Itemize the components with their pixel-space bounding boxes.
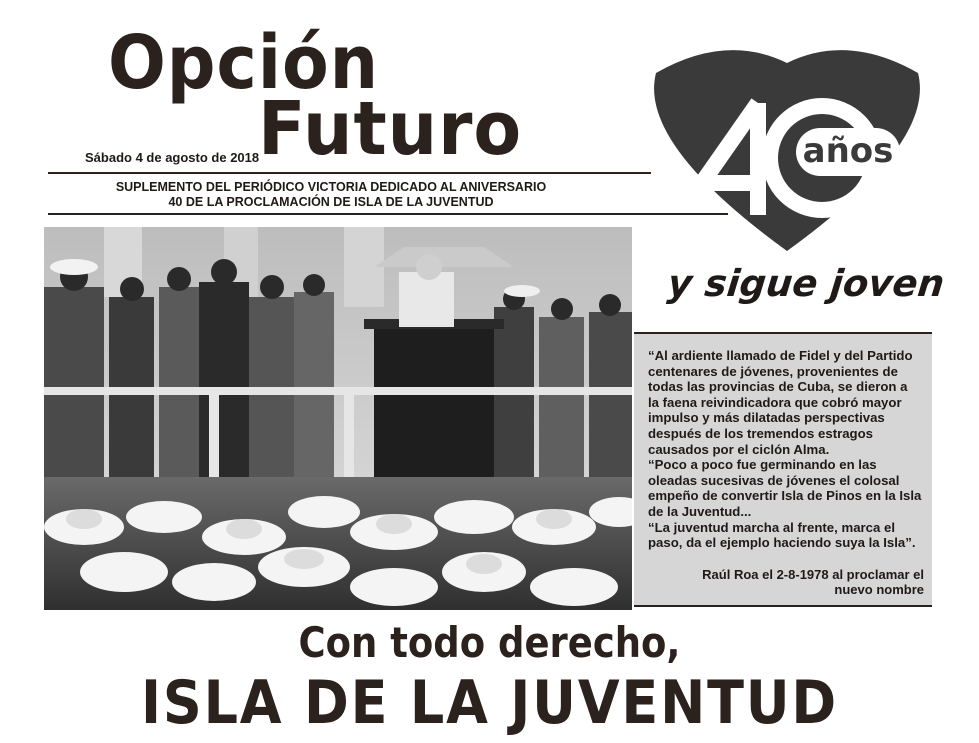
quote-paragraph-3: “La juventud marcha al frente, marca el paso, da el ejemplo haciendo suya la Isla”.: [648, 519, 916, 551]
supplement-line-2: 40 DE LA PROCLAMACIÓN DE ISLA DE LA JUVENTUD: [168, 195, 494, 209]
headline-line-2: ISLA DE LA JUVENTUD: [140, 668, 839, 738]
masthead-title-opcion: Opción: [108, 20, 380, 106]
quote-attribution: Raúl Roa el 2-8-1978 al proclamar el nuevo nombre: [702, 567, 924, 597]
anniversary-badge: [646, 33, 928, 255]
masthead-rule-bottom: [48, 213, 728, 215]
supplement-description: [48, 180, 614, 210]
historic-rally-photo: [44, 227, 632, 610]
quote-paragraph-2: “Poco a poco fue germinando en las oleadas sucesivas de jóvenes el colosal empeño de convertir Isla de Pinos en la Isla de la Juventud...: [648, 457, 922, 519]
quote-paragraph-1: “Al ardiente llamado de Fidel y del Partido centenares de jóvenes, provenientes de todas las provincias de Cuba, se dieron a la faena reivindicadora que cobró mayor impulso y más dilatadas perspectivas después de los tremendos estragos causados por el ciclón Alma.: [648, 348, 913, 457]
masthead-title-futuro: Futuro: [258, 86, 523, 172]
issue-date: Sábado 4 de agosto de 2018: [85, 150, 260, 165]
supplement-line-1: SUPLEMENTO DEL PERIÓDICO VICTORIA DEDICADO AL ANIVERSARIO: [115, 180, 547, 194]
badge-unit-label: años: [802, 131, 894, 171]
badge-slogan: y sigue joven: [665, 262, 947, 305]
headline-line-1: Con todo derecho,: [298, 618, 681, 667]
masthead-rule-top: [48, 172, 651, 174]
quote-box: [634, 332, 932, 607]
